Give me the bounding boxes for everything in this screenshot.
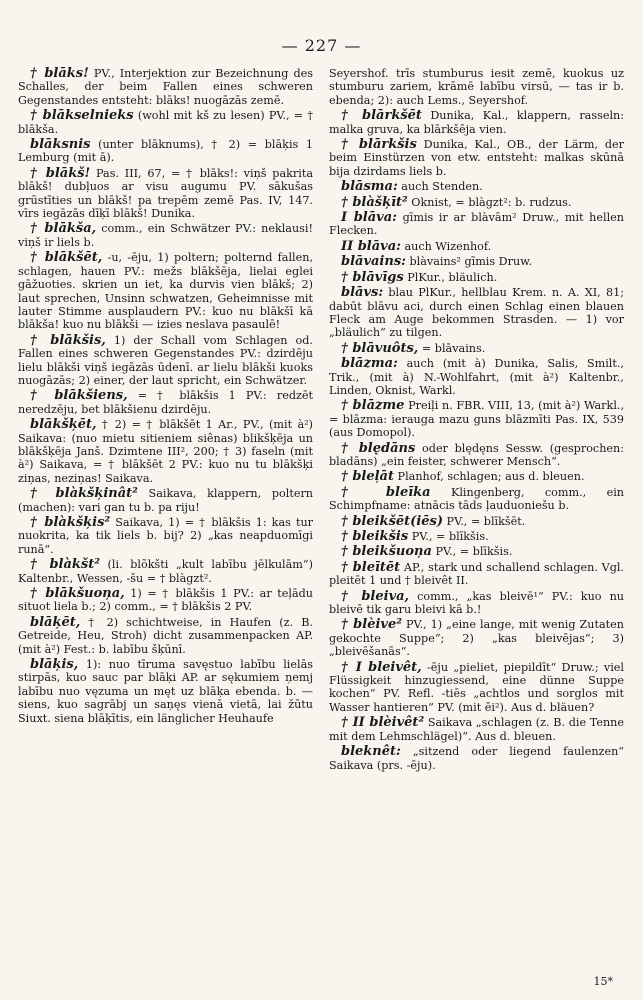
entry-text: 1): nuo tīruma savęstuo labību lielās stirpās, kuo sauc par blāķi AP. ar sękumiem ņemj labību nuo vęzuma un męt uz blāķa ebenda. b. — siens, kuo sagrābj un saņęs vienā vietā, lai žūtu Siuxt. siena blāķītis, ein länglicher Heuhaufe xyxy=(18,658,313,725)
dictionary-entry xyxy=(329,661,624,715)
entry-headword: blākšķēt, xyxy=(30,417,97,433)
entry-headword: † blāvuôts, xyxy=(341,340,419,356)
entry-headword: blāksnis xyxy=(30,137,91,153)
dictionary-entry xyxy=(329,271,624,284)
columns xyxy=(18,67,625,774)
signature-mark: 15* xyxy=(593,975,613,988)
entry-headword: † blāzme xyxy=(341,398,405,414)
entry-headword: † blārkšēt xyxy=(341,108,422,124)
entry-headword: † II blèivêt² xyxy=(341,715,425,731)
entry-text: Dunika, Kal., OB., der Lärm, der beim Einstürzen von etw. entsteht: malkas skūnā bija dzirdams liels b. xyxy=(329,138,624,178)
entry-text: PV., 1) „eine lange, mit wenig Zutaten gekochte Suppe“; 2) „kas bleivējas“; 3) „bleivēšanās“. xyxy=(329,618,624,659)
entry-text: = † blākšis 1 PV.: redzēt neredzēju, bet blākšienu dzirdēju. xyxy=(18,389,314,416)
entry-headword: blāvains: xyxy=(341,254,406,270)
dictionary-entry xyxy=(329,138,624,178)
dictionary-entry xyxy=(329,342,624,355)
dictionary-entry xyxy=(329,545,624,558)
dictionary-entry xyxy=(329,240,624,253)
dictionary-entry xyxy=(329,109,624,136)
entry-text: oder blędęns Sessw. (gesprochen: bladāns) „ein feister, schwerer Mensch“. xyxy=(329,441,624,468)
dictionary-entry xyxy=(329,196,624,209)
dictionary-entry xyxy=(329,745,624,772)
dictionary-entry xyxy=(329,618,624,658)
entry-headword: † blāks! xyxy=(30,66,89,81)
entry-text: 1) der Schall vom Schlagen od. Fallen eines schweren Gegenstandes PV.: dzirdēju lielu blākši viņš iegāzās ūdenī. ar lielu blākši kuoks nuogāzās; 2) einer, der laut spricht, ein Schwätzer. xyxy=(18,333,313,387)
dictionary-entry xyxy=(18,389,313,416)
entry-headword: † blākselnieks xyxy=(30,108,134,124)
entry-text: Planhof, schlagen; aus d. bleuen. xyxy=(394,470,585,484)
entry-text: comm., ein Schwätzer PV.: neklausi! viņš ir liels b. xyxy=(18,222,313,249)
entry-text: = blāvains. xyxy=(418,341,486,355)
entry-text: Seyershof. trīs stumburus iesit zemē, kuokus uz stumburu zariem, krāmē labību virsū, — tas ir b. ebenda; 2): auch Lems., Seyershof. xyxy=(329,67,624,107)
entry-headword: blāzma: xyxy=(341,356,398,372)
dictionary-entry xyxy=(18,138,313,165)
right-column xyxy=(329,67,624,774)
entry-text: blau PlKur., hellblau Krem. n. A. XI, 81; dabūt blāvu aci, durch einen Schlag einen blauen Fleck am Auge bekommen Strasden. — 1) vor „bläulich“ zu tilgen. xyxy=(329,286,624,340)
entry-text: (wohl mit kš zu lesen) PV., = † blākša. xyxy=(18,109,313,136)
entry-text: -ēju „pieliet, piepildīt“ Druw.; viel Flüssigkeit hinzugiessend, eine dünne Suppe kochen“ PV. Refl. -tiēs „achtlos und sorglos mit Wasser hantieren“ PV. (mit ēi²). Aus d. bläuen? xyxy=(329,660,624,714)
dictionary-entry xyxy=(18,251,313,331)
dictionary-entry xyxy=(18,109,313,136)
entry-text: blàvains² gīmis Druw. xyxy=(405,255,533,269)
entry-text: PV., Interjektion zur Bezeichnung des Schalles, der beim Fallen eines schweren Gegenstandes entsteht: blāks! nuogāzās zemē. xyxy=(18,67,314,107)
dictionary-entry xyxy=(329,590,624,617)
entry-headword: † blàkšt² xyxy=(30,557,100,573)
dictionary-entry xyxy=(329,399,624,439)
dictionary-entry xyxy=(329,180,624,193)
entry-text: -u, -ēju, 1) poltern; polternd fallen, schlagen, hauen PV.: mežs blākšēja, lielai eglei gāžuoties. skrien un iet, ka durvis vien blākš; 2) laut sprechen, Unsinn schwatzen, Geheimnisse mit lauter Stimme ausplaudern PV.: kuo nu blākšī kā blākša! kuo nu blākši — izies neslava pasaulē! xyxy=(18,251,314,332)
entry-headword: † blākšis, xyxy=(30,332,106,348)
entry-text: 1) = † blākšis 1 PV.: ar teļādu situot liela b.; 2) comm., = † blākšis 2 PV. xyxy=(18,587,313,614)
dictionary-entry xyxy=(329,486,624,513)
dictionary-entry xyxy=(18,418,313,485)
entry-text: PlKur., bläulich. xyxy=(403,270,498,284)
dictionary-entry xyxy=(18,658,313,725)
entry-text: Klingenberg, comm., ein Schimpfname: atnācis tāds ļauduoniešu b. xyxy=(329,485,624,513)
entry-headword: bleknêt: xyxy=(341,744,401,760)
entry-headword: blāsma: xyxy=(341,179,398,195)
entry-headword: † blākšiens, xyxy=(30,388,128,404)
dictionary-entry xyxy=(18,487,313,514)
entry-headword: † blàkšķinât² xyxy=(30,486,138,502)
entry-text: „sitzend oder liegend faulenzen“ Saikava (prs. -ēju). xyxy=(329,745,624,772)
entry-headword: blāvs: xyxy=(341,285,384,301)
dictionary-entry xyxy=(329,716,624,743)
entry-text: Oknist, = blàgzt²: b. rudzus. xyxy=(407,195,572,209)
dictionary-entry xyxy=(18,587,313,614)
entry-headword: † bleīka xyxy=(341,484,431,500)
entry-text: † 2) schichtweise, in Haufen (z. B. Getreide, Heu, Stroh) dicht zusammenpacken AP. (mit à²) Fest.: b. labību šķūnī. xyxy=(18,615,313,656)
entry-headword: † blàkšķis² xyxy=(30,515,111,530)
entry-headword: † I bleivêt, xyxy=(341,659,422,675)
entry-headword: † blārkšis xyxy=(341,137,417,153)
entry-text: auch Wizenhof. xyxy=(400,239,492,253)
dictionary-entry xyxy=(18,67,313,107)
dictionary-entry xyxy=(18,558,313,585)
entry-headword: † blākša, xyxy=(30,221,97,237)
dictionary-entry xyxy=(18,334,313,388)
entry-headword: † bleiva, xyxy=(341,588,410,604)
entry-text: PV., = blīkšis. xyxy=(431,545,513,559)
entry-text: comm., „kas bleivē¹“ PV.: kuo nu bleivē tik garu bleivi kā b.! xyxy=(329,589,624,617)
dictionary-entry xyxy=(18,222,313,249)
entry-text: gīmis ir ar blàvām² Druw., mit hellen Flecken. xyxy=(329,211,624,238)
dictionary-entry xyxy=(18,516,313,556)
entry-headword: † blākš! xyxy=(30,165,91,181)
dictionary-entry xyxy=(329,442,624,469)
entry-text: † 2) = † blākšēt 1 Ar., PV., (mit à²) Saikava: (nuo mietu sitieniem siênas) blikšķēja un blākšķēja Janš. Dzimtene III², 200; † 3) faseln (mit à²) Saikava, = † blākšēt 2 PV.: kuo nu tu blākšķi ziņas, neziņas! Saikava. xyxy=(18,418,313,485)
entry-headword: † blędāns xyxy=(341,440,416,456)
entry-headword: † bleītēt xyxy=(341,559,401,575)
dictionary-entry xyxy=(329,530,624,543)
dictionary-entry xyxy=(329,286,624,340)
entry-headword: † bleikšuoņa xyxy=(341,544,432,560)
entry-text: Pas. III, 67, = † blāks!: viņš pakrita blākš! dubļuos ar visu augumu PV. sākušas grūstīties un blākš! pa trepēm zemē Pas. IV, 147. vīrs iegāzās dīķī blākš! Dunika. xyxy=(18,166,313,221)
entry-headword: † blākšuoņa, xyxy=(30,586,125,602)
entry-text: PV., = blīkšis. xyxy=(408,530,489,543)
dictionary-entry xyxy=(329,211,624,238)
entry-text: auch Stenden. xyxy=(397,180,483,194)
entry-text: Saikava, klappern, poltern (machen): vari gan tu b. pa riju! xyxy=(18,487,313,514)
left-column xyxy=(18,67,313,774)
entry-headword: † bleļāt xyxy=(341,469,394,485)
entry-text: AP., stark und schallend schlagen. Vgl. pleitēt 1 und † bleivêt II. xyxy=(329,560,624,588)
entry-text: auch (mit à) Dunika, Salis, Smilt., Trik., (mit à) N.-Wohlfahrt, (mit à²) Kaltenbr., Linden, Oknist, Warkl. xyxy=(329,357,624,397)
entry-headword: I blāva: xyxy=(341,210,397,226)
dictionary-entry xyxy=(329,515,624,528)
page-number: — 227 — xyxy=(281,36,362,55)
entry-text: Preiļi n. FBR. VIII, 13, (mit à²) Warkl., = blāzma: ierauga mazu guns blāzmīti Pas. IX, 539 (aus Domopol). xyxy=(329,399,625,440)
entry-headword: † blèive² xyxy=(341,617,402,633)
dictionary-entry xyxy=(329,357,624,397)
entry-text: PV., = blīkšēt. xyxy=(443,514,526,528)
entry-headword: † bleikšēt(iēs) xyxy=(341,513,443,529)
entry-text: Saikava, 1) = † blākšis 1: kas tur nuokrita, ka tik liels b. bij? 2) „kas neapduomīgi runā“. xyxy=(18,516,313,556)
entry-text: (unter blāknums), † 2) = blāķis 1 Lemburg (mit ā). xyxy=(18,138,313,165)
entry-text: Dunika, Kal., klappern, rasseln: malka gruva, ka blārkšēja vien. xyxy=(329,109,624,136)
dictionary-entry xyxy=(329,561,624,588)
dictionary-entry xyxy=(18,616,313,656)
dictionary-entry xyxy=(329,470,624,483)
dictionary-entry xyxy=(329,67,624,107)
entry-headword: blāķēt, xyxy=(30,614,81,630)
entry-headword: † blākšēt, xyxy=(30,250,103,266)
entry-headword: † blāvīgs xyxy=(341,269,404,285)
entry-headword: † bleikšis xyxy=(341,529,409,544)
entry-text: Saikava „schlagen (z. B. die Tenne mit dem Lehmschlägel)“. Aus d. bleuen. xyxy=(329,716,624,743)
dictionary-entry xyxy=(18,167,313,221)
entry-headword: † blàšķīt² xyxy=(341,194,408,210)
dictionary-entry xyxy=(329,255,624,268)
entry-text: (li. blõkšti „kult labību jēlkulām“) Kaltenbr., Wessen, -šu = † blàgzt². xyxy=(18,558,313,585)
entry-headword: II blāva: xyxy=(341,238,401,254)
entry-headword: blāķis, xyxy=(30,657,79,673)
